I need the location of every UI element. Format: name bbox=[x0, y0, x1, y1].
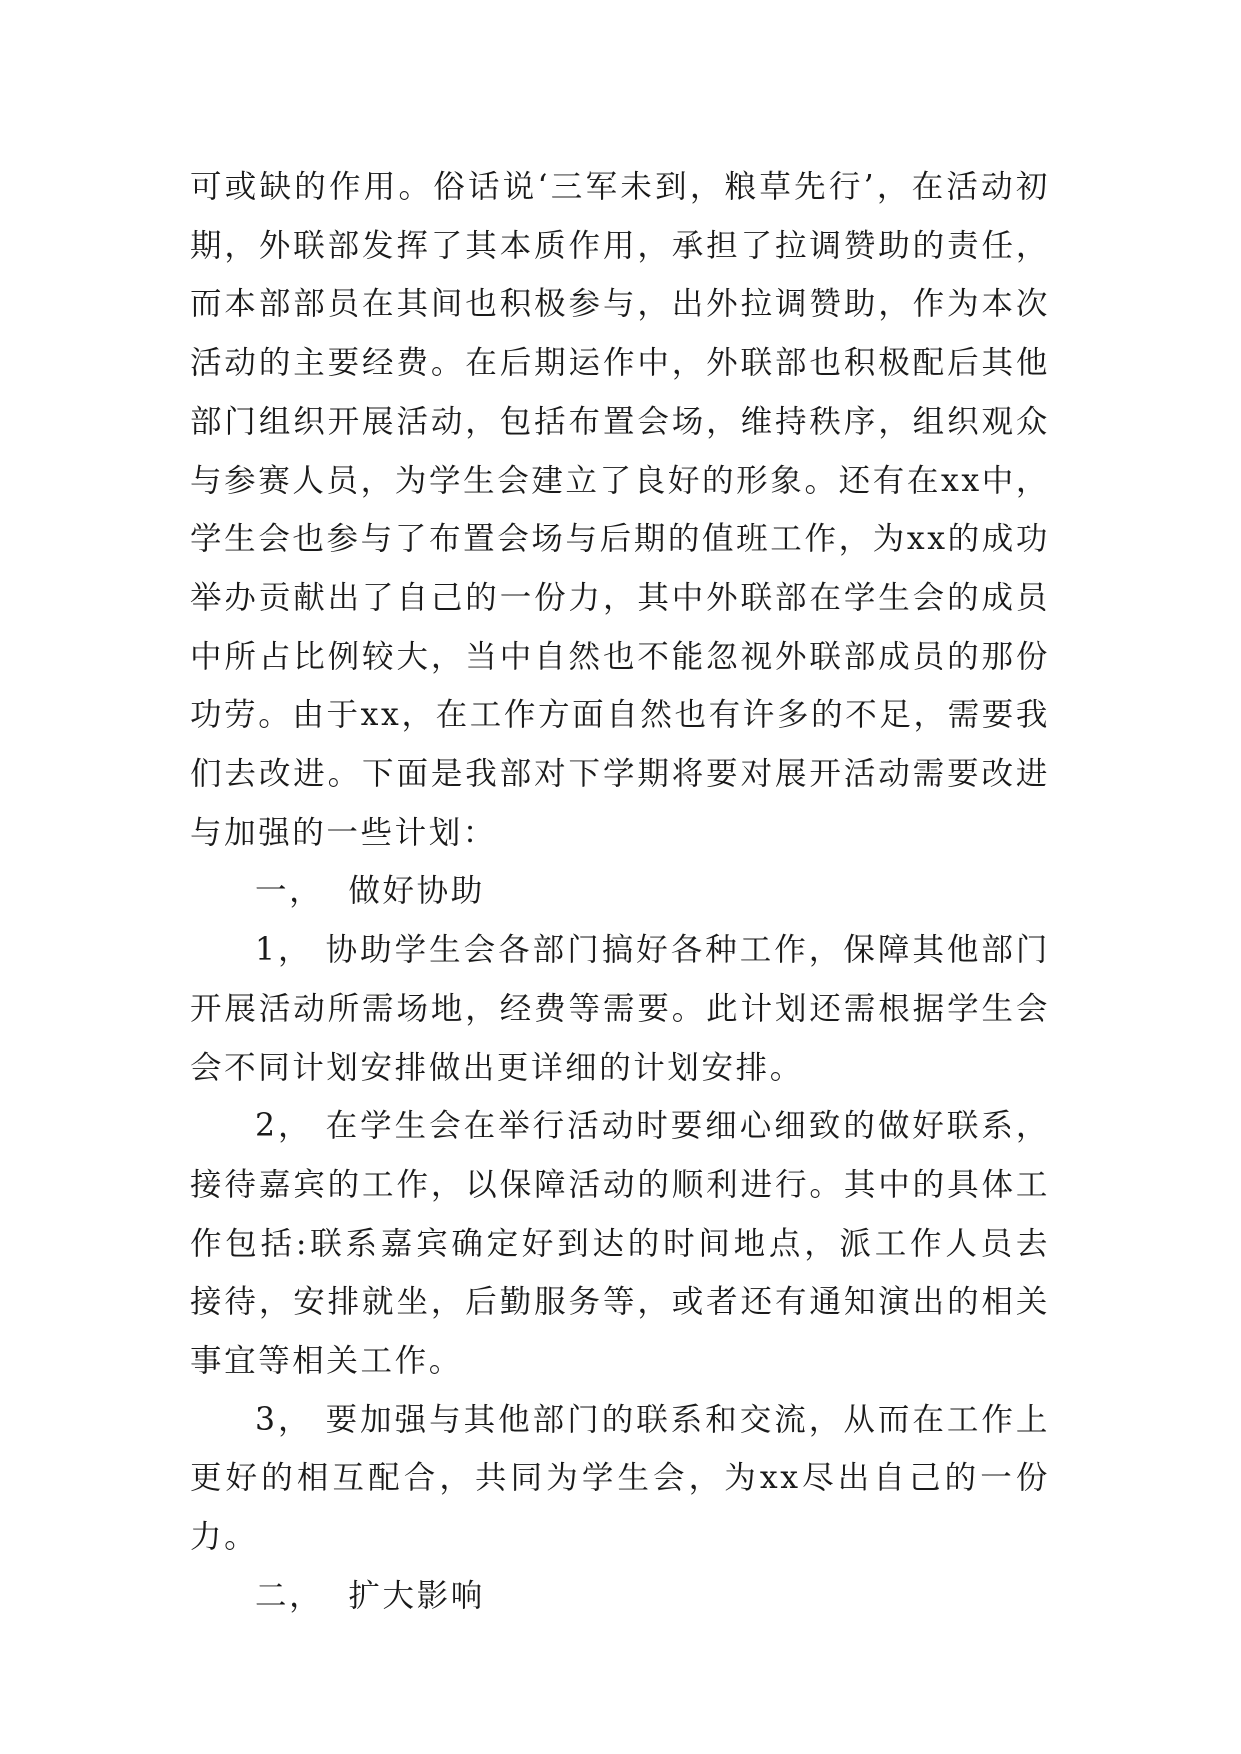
section-heading: 一， 做好协助 bbox=[255, 873, 485, 910]
document-body bbox=[190, 158, 1050, 1626]
body-paragraph: 可或缺的作用。俗话说‘三军未到，粮草先行’，在活动初期，外联部发挥了其本质作用，承担了拉调赞助的责任，而本部部员在其间也积极参与，出外拉调赞助，作为本次活动的主要经费。在后期运作中，外联部也积极配后其他部门组织开展活动，包括布置会场，维持秩序，组织观众与参赛人员，为学生会建立了良好的形象。还有在xx中，学生会也参与了布置会场与后期的值班工作，为xx的成功举办贡献出了自己的一份力，其中外联部在学生会的成员中所占比例较大，当中自然也不能忽视外联部成员的那份功劳。由于xx，在工作方面自然也有许多的不足，需要我们去改进。下面是我部对下学期将要对展开活动需要改进与加强的一些计划： bbox=[190, 169, 1050, 851]
section-heading: 二， 扩大影响 bbox=[255, 1577, 485, 1614]
list-item: 3， 要加强与其他部门的联系和交流，从而在工作上更好的相互配合，共同为学生会，为xx尽出自己的一份力。 bbox=[190, 1401, 1050, 1556]
list-item: 1， 协助学生会各部门搞好各种工作，保障其他部门开展活动所需场地，经费等需要。此计划还需根据学生会会不同计划安排做出更详细的计划安排。 bbox=[190, 932, 1050, 1086]
list-item: 2， 在学生会在举行活动时要细心细致的做好联系，接待嘉宾的工作，以保障活动的顺利进行。其中的具体工作包括:联系嘉宾确定好到达的时间地点，派工作人员去接待，安排就坐，后勤服务等，或者还有通知演出的相关事宜等相关工作。 bbox=[190, 1108, 1050, 1380]
